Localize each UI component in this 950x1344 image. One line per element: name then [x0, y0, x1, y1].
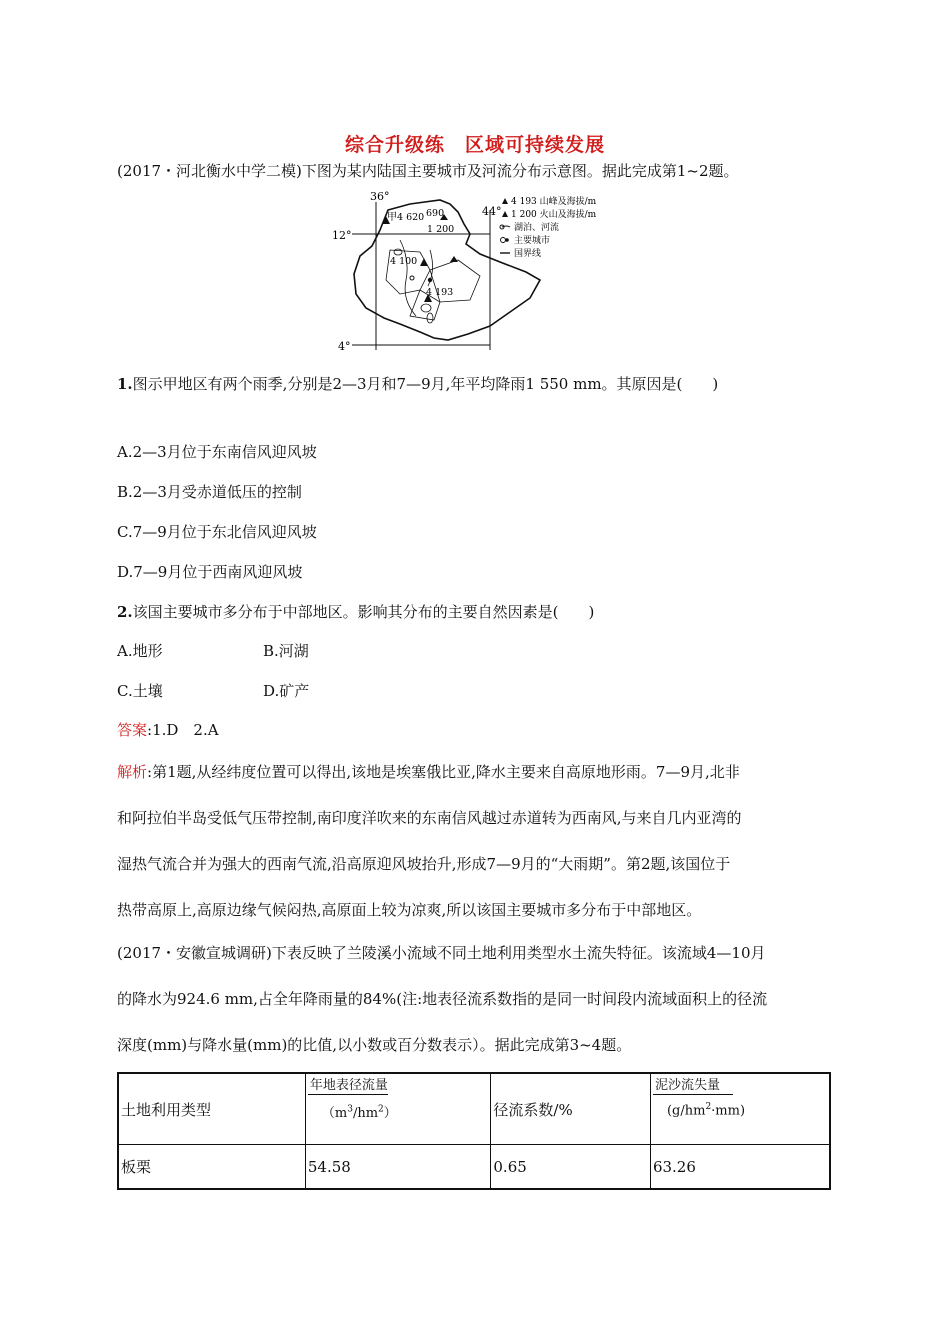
question-1	[117, 373, 718, 394]
header-runoff-title: 年地表径流量	[309, 1078, 388, 1093]
header-runoff	[305, 1073, 491, 1145]
q1-option-c: C.7—9月位于东北信风迎风坡	[117, 523, 317, 541]
q2-option-d: D.矿产	[263, 682, 310, 700]
legend-lake: 湖泊、河流	[514, 223, 560, 233]
question-2-text: 该国主要城市多分布于中部地区。影响其分布的主要自然因素是( )	[132, 603, 595, 621]
intro-passage-2-line-2: 的降水为924.6 mm,占全年降雨量的84%(注:地表径流系数指的是同一时间段内流域面积上的径流	[117, 990, 768, 1008]
question-2	[117, 601, 594, 622]
map-lat-36: 36°	[370, 190, 390, 203]
legend-peak: 4 193 山峰及海拔/m	[511, 197, 597, 207]
cell-runoff: 54.58	[305, 1145, 491, 1190]
analysis-line-3: 湿热气流合并为强大的西南气流,沿高原迎风坡抬升,形成7—9月的“大雨期”。第2题,该国位于	[117, 855, 731, 873]
header-sediment	[650, 1073, 830, 1145]
intro-passage-1: (2017・河北衡水中学二模)下图为某内陆国主要城市及河流分布示意图。据此完成第1~2题。	[117, 162, 739, 180]
map-peak-4100: 4 100	[390, 256, 418, 267]
header-sediment-unit: $(g/hm^2\cdot mm)$	[666, 1102, 746, 1119]
header-runoff-unit: $(m^3/hm^2)$	[321, 1104, 397, 1121]
map-lat-12: 12°	[332, 229, 352, 242]
map-lat-4: 4°	[338, 340, 351, 353]
page-title: 综合升级练 区域可持续发展	[344, 134, 605, 156]
legend-city: 主要城市	[514, 236, 551, 246]
answer-label: 答案	[117, 721, 148, 739]
q2-option-a: A.地形	[117, 642, 163, 660]
map-peak-690: 690	[426, 208, 445, 219]
analysis-line-4: 热带高原上,高原边缘气候闷热,高原面上较为凉爽,所以该国主要城市多分布于中部地区。	[117, 901, 702, 919]
answer	[117, 719, 219, 740]
intro-passage-2-line-1: (2017・安徽宣城调研)下表反映了兰陵溪小流域不同土地利用类型水土流失特征。该流域4—10月	[117, 944, 766, 962]
table-row	[118, 1145, 830, 1190]
question-1-number: 1.	[117, 375, 133, 393]
header-sediment-title: 泥沙流失量	[654, 1078, 720, 1093]
q1-option-a: A.2—3月位于东南信风迎风坡	[117, 443, 317, 461]
answer-text: :1.D 2.A	[147, 721, 219, 739]
map-lon-44: 44°	[482, 205, 502, 218]
erosion-table	[117, 1072, 831, 1190]
analysis-text-1: :第1题,从经纬度位置可以得出,该地是埃塞俄比亚,降水主要来自高原地形雨。7—9月,北非	[147, 763, 740, 781]
analysis-line-1	[117, 761, 740, 782]
map-label-jia: 甲	[387, 212, 397, 223]
q2-option-c: C.土壤	[117, 682, 163, 700]
map-peak-4620: 4 620	[397, 212, 425, 223]
q1-option-b: B.2—3月受赤道低压的控制	[117, 483, 302, 501]
cell-sediment: 63.26	[650, 1145, 830, 1190]
intro-passage-2-line-3: 深度(mm)与降水量(mm)的比值,以小数或百分数表示）。据此完成第3~4题。	[117, 1036, 632, 1054]
question-2-number: 2.	[117, 603, 133, 621]
legend-volcano: 1 200 火山及海拔/m	[511, 210, 597, 220]
header-land-use: 土地利用类型	[118, 1073, 305, 1145]
table-header-row	[118, 1073, 830, 1145]
map-peak-1200: 1 200	[427, 224, 455, 235]
cell-type: 板栗	[118, 1145, 305, 1190]
legend-border: 国界线	[514, 249, 542, 259]
question-1-text: 图示甲地区有两个雨季,分别是2—3月和7—9月,年平均降雨1 550 mm。其原因是( )	[132, 375, 719, 393]
analysis-label: 解析	[117, 763, 148, 781]
map-peak-4193: 4 193	[426, 287, 454, 298]
cell-coefficient: 0.65	[491, 1145, 651, 1190]
header-runoff-coefficient: 径流系数/%	[491, 1073, 651, 1145]
q2-option-b: B.河湖	[263, 642, 309, 660]
q1-option-d: D.7—9月位于西南风迎风坡	[117, 563, 303, 581]
map-figure	[330, 190, 597, 358]
analysis-line-2: 和阿拉伯半岛受低气压带控制,南印度洋吹来的东南信风越过赤道转为西南风,与来自几内亚湾的	[117, 809, 742, 827]
